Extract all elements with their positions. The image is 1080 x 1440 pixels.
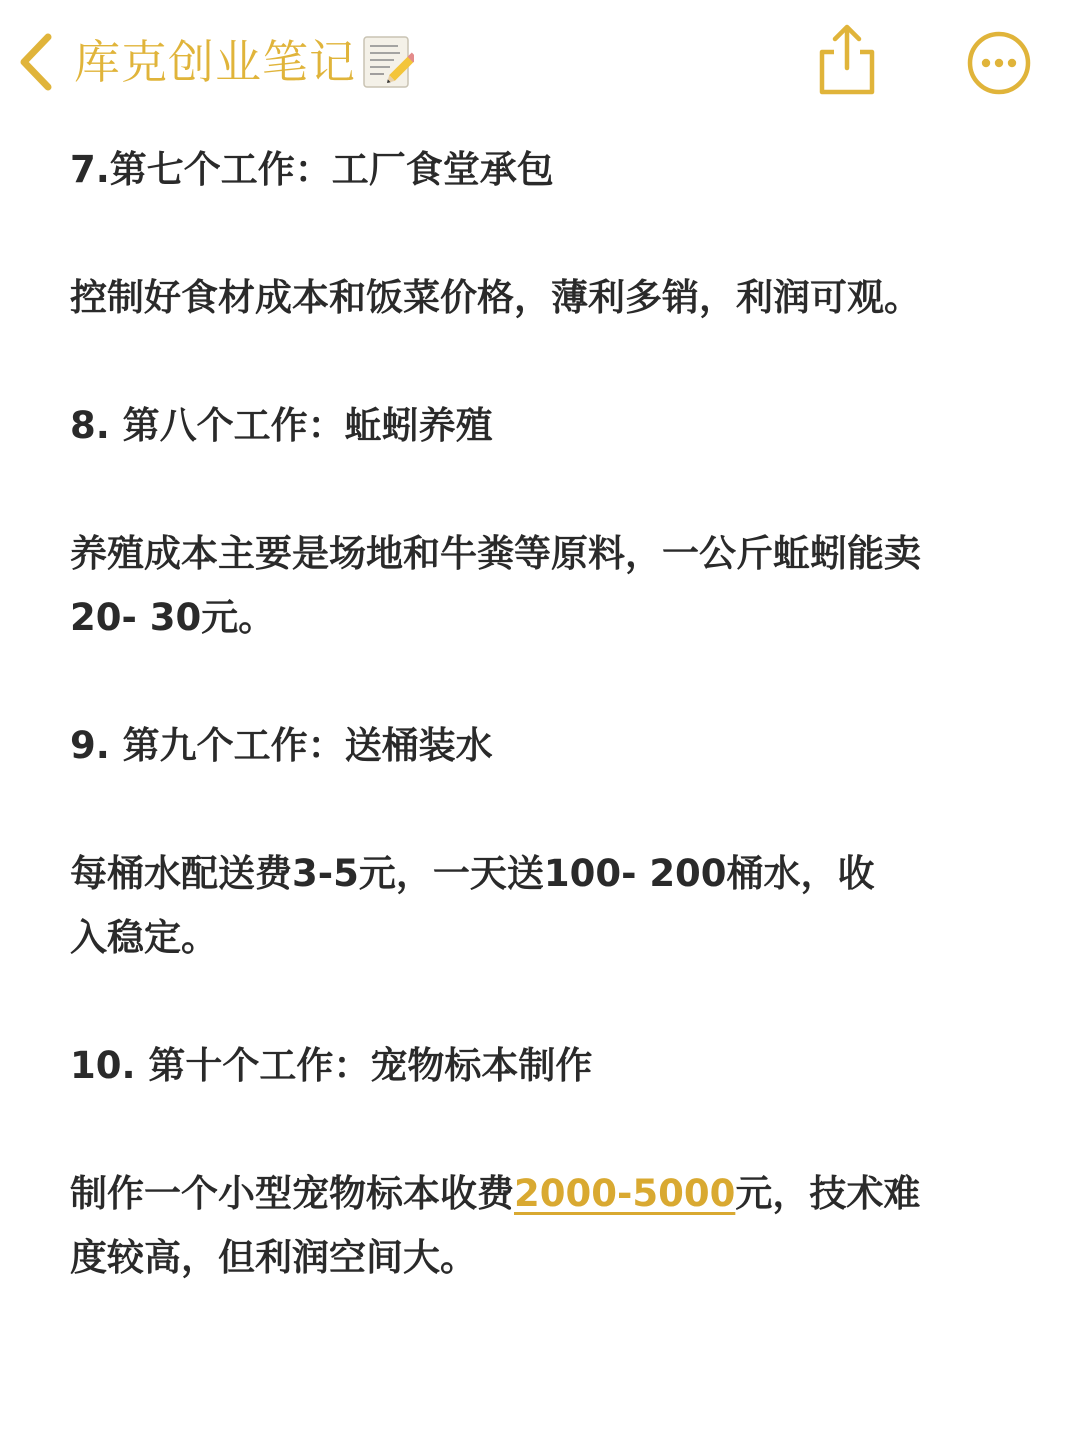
chevron-left-icon [18,33,52,91]
navigation-bar [0,0,1080,125]
back-button[interactable] [18,22,414,102]
share-icon [814,22,880,98]
note-body[interactable] [70,138,1000,1290]
section-text: 养殖成本主要是场地和牛粪等原料，一公斤蚯蚓能卖 [70,532,921,575]
section-heading: 8. 第八个工作：蚯蚓养殖 [70,404,493,447]
section-heading: 9. 第九个工作：送桶装水 [70,724,493,767]
memo-icon [362,34,414,90]
section-text [70,1162,1000,1226]
section-heading: 10. 第十个工作：宠物标本制作 [70,1044,593,1087]
text-fragment: 元，技术难 [735,1172,921,1215]
section-text: 每桶水配送费3-5元，一天送100- 200桶水，收 [70,852,875,895]
more-icon [966,30,1032,96]
section-heading: 7.第七个工作：工厂食堂承包 [70,148,554,191]
back-label: 库克创业笔记 [74,35,356,89]
section-text: 控制好食材成本和饭菜价格，薄利多销，利润可观。 [70,276,921,319]
section-text: 入稳定。 [70,916,218,959]
text-fragment: 制作一个小型宠物标本收费 [70,1172,514,1215]
share-button[interactable] [814,22,880,98]
section-text: 度较高，但利润空间大。 [70,1236,477,1279]
highlighted-price-link[interactable]: 2000-5000 [514,1172,736,1215]
section-text: 20- 30元。 [70,596,276,639]
more-button[interactable] [966,30,1032,96]
